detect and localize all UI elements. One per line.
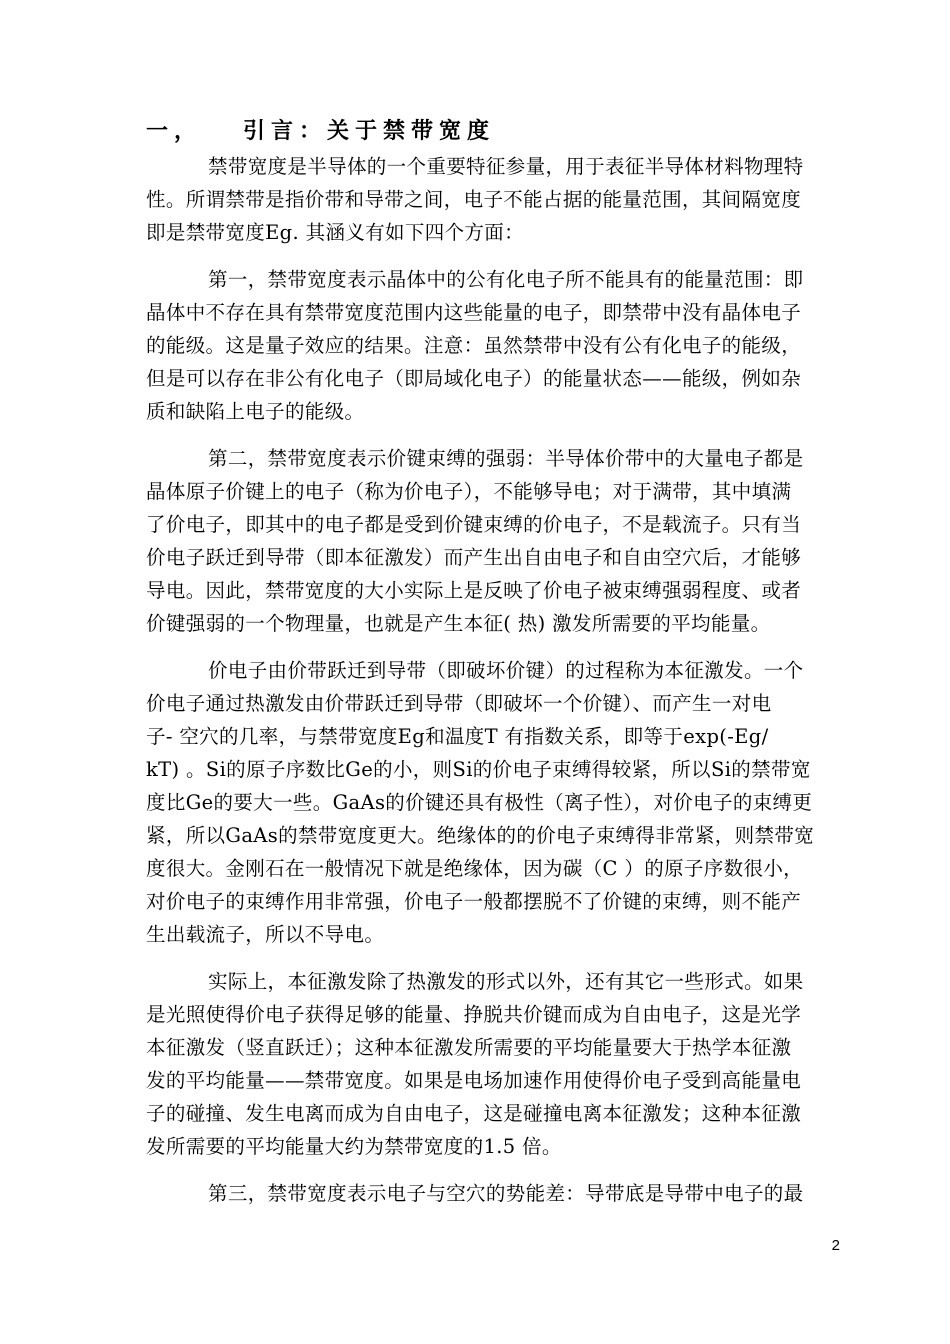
text-line: 发所需要的平均能量大约为禁带宽度的1.5 倍。	[146, 1135, 562, 1158]
text-line: 紧，所以GaAs的禁带宽度更大。绝缘体的的价电子束缚得非常紧，则禁带宽	[146, 824, 815, 847]
text-line: 禁带宽度是半导体的一个重要特征参量，用于表征半导体材料物理特	[208, 155, 804, 178]
text-line: 但是可以存在非公有化电子（即局域化电子）的能量状态——能级，例如杂	[146, 367, 802, 390]
paragraph-3	[146, 442, 836, 640]
text-line: 即是禁带宽度Eg. 其涵义有如下四个方面：	[146, 221, 524, 244]
paragraph-4	[146, 654, 836, 951]
paragraph-5	[146, 965, 836, 1163]
text-line: 子的碰撞、发生电离而成为自由电子，这是碰撞电离本征激发；这种本征激	[146, 1102, 802, 1125]
text-line: 性。所谓禁带是指价带和导带之间，电子不能占据的能量范围，其间隔宽度	[146, 188, 802, 211]
section-heading: 一， 引言：关于禁带宽度	[146, 119, 495, 144]
text-line: 实际上，本征激发除了热激发的形式以外，还有其它一些形式。如果	[208, 970, 804, 993]
text-line: 价电子由价带跃迁到导带（即破坏价键）的过程称为本征激发。一个	[208, 659, 804, 682]
text-line: 导电。因此，禁带宽度的大小实际上是反映了价电子被束缚强弱程度、或者	[146, 579, 802, 602]
text-line: kT) 。Si的原子序数比Ge的小，则Si的价电子束缚得较紧，所以Si的禁带宽	[146, 758, 811, 781]
text-line: 生出载流子，所以不导电。	[146, 923, 385, 946]
text-line: 了价电子，即其中的电子都是受到价键束缚的价电子，不是载流子。只有当	[146, 513, 802, 536]
text-line: 第一，禁带宽度表示晶体中的公有化电子所不能具有的能量范围：即	[208, 268, 804, 291]
paragraph-1	[146, 150, 836, 249]
text-line: 价电子跃迁到导带（即本征激发）而产生出自由电子和自由空穴后，才能够	[146, 546, 802, 569]
text-line: 第二，禁带宽度表示价键束缚的强弱：半导体价带中的大量电子都是	[208, 447, 804, 470]
text-line: 的能级。这是量子效应的结果。注意：虽然禁带中没有公有化电子的能级，	[146, 334, 802, 357]
paragraph-6	[146, 1177, 836, 1210]
text-line: 质和缺陷上电子的能级。	[146, 400, 365, 423]
text-line: 价电子通过热激发由价带跃迁到导带（即破坏一个价键）、而产生一对电	[146, 692, 772, 715]
text-line: 价键强弱的一个物理量，也就是产生本征( 热) 激发所需要的平均能量。	[146, 612, 771, 635]
text-line: 子- 空穴的几率，与禁带宽度Eg和温度T 有指数关系，即等于exp(-Eg/	[146, 725, 769, 748]
text-line: 度比Ge的要大一些。GaAs的价键还具有极性（离子性），对价电子的束缚更	[146, 791, 813, 814]
text-line: 是光照使得价电子获得足够的能量、挣脱共价键而成为自由电子，这是光学	[146, 1003, 802, 1026]
page-number: 2	[831, 1237, 840, 1254]
text-line: 本征激发（竖直跃迁）；这种本征激发所需要的平均能量要大于热学本征激	[146, 1036, 792, 1059]
body-text	[146, 150, 836, 1210]
text-line: 晶体中不存在具有禁带宽度范围内这些能量的电子，即禁带中没有晶体电子	[146, 301, 802, 324]
text-line: 对价电子的束缚作用非常强，价电子一般都摆脱不了价键的束缚，则不能产	[146, 890, 802, 913]
text-line: 发的平均能量——禁带宽度。如果是电场加速作用使得价电子受到高能量电	[146, 1069, 802, 1092]
text-line: 晶体原子价键上的电子（称为价电子），不能够导电；对于满带，其中填满	[146, 480, 792, 503]
text-line: 第三，禁带宽度表示电子与空穴的势能差：导带底是导带中电子的最	[208, 1182, 804, 1205]
paragraph-2	[146, 263, 836, 428]
text-line: 度很大。金刚石在一般情况下就是绝缘体，因为碳（C ）的原子序数很小，	[146, 857, 804, 880]
